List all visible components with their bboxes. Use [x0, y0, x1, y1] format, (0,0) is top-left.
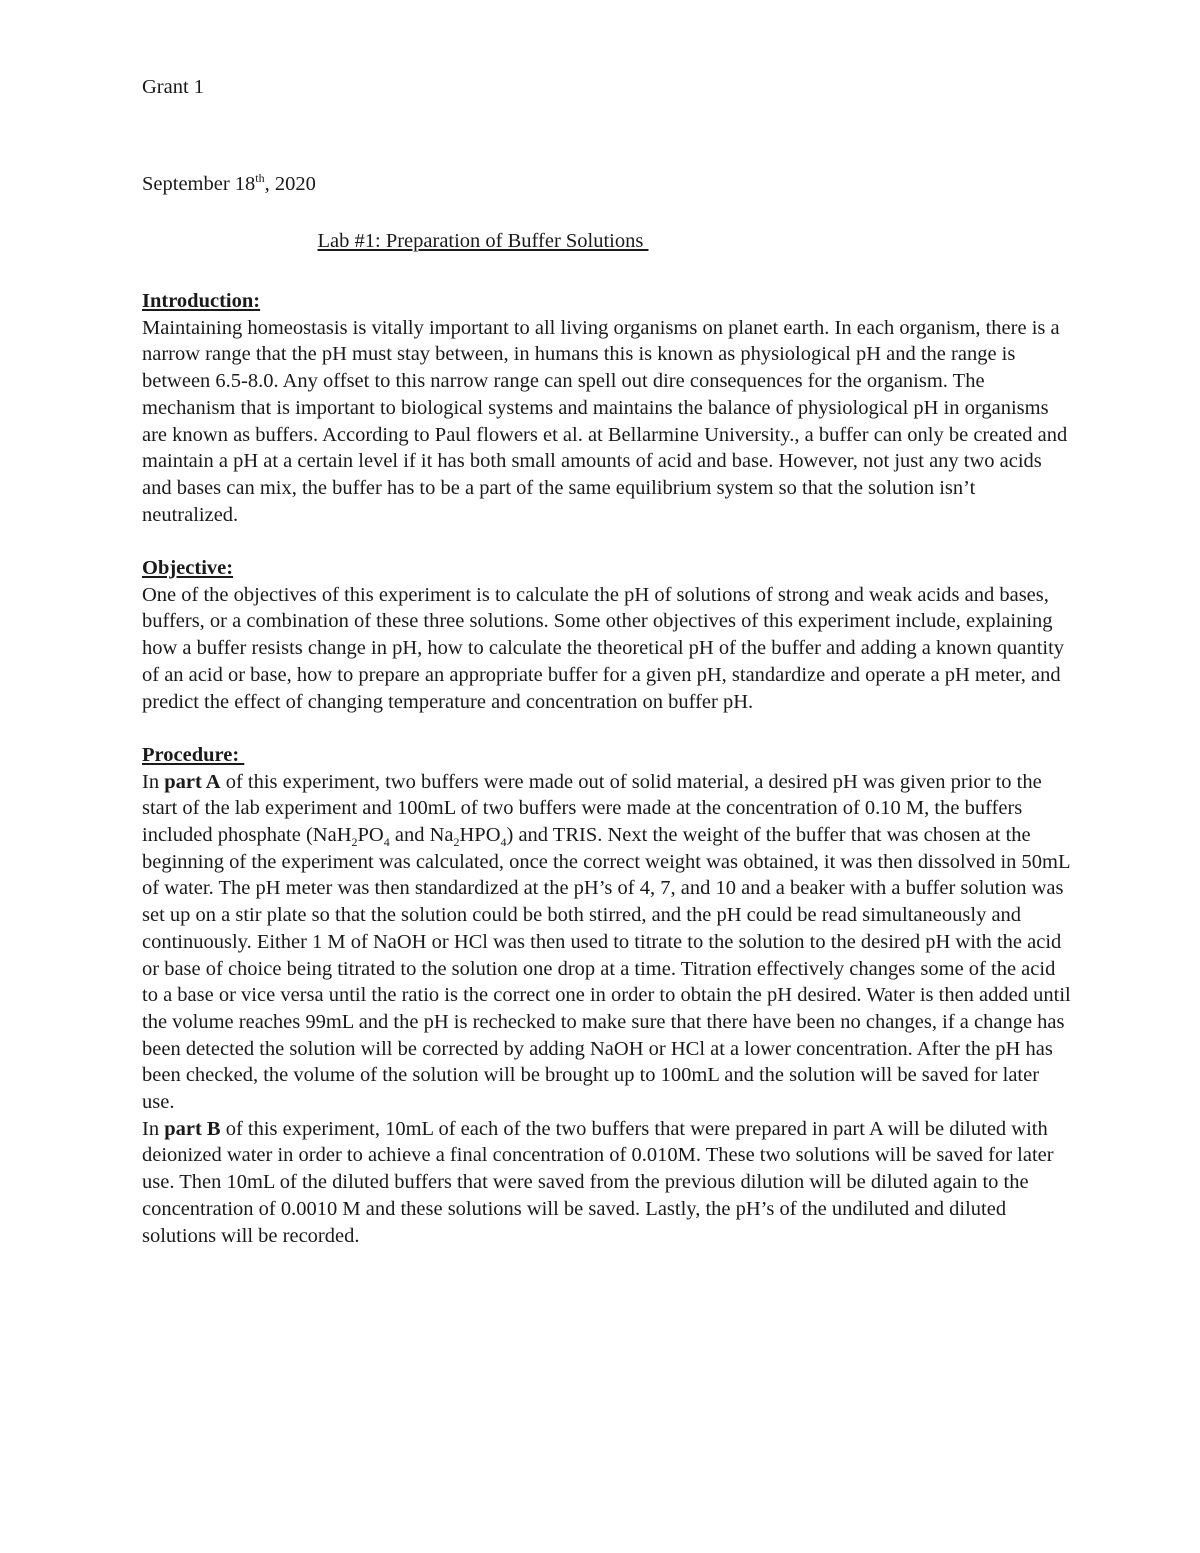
part-b-text: of this experiment, 10mL of each of the two buffers that were prepared in part A will be diluted with deionized water in order to achieve a final concentration of 0.010M. These two solutions will be saved for later use. Then 10mL of the diluted buffers that were saved from the previous dilution will be diluted again to the concentration of 0.0010 M and these solutions will be saved. Lastly, the pH’s of the undiluted and diluted solutions will be recorded. [142, 1117, 1054, 1247]
subscript: 2 [351, 835, 358, 850]
date-prefix: September 18 [142, 173, 256, 195]
running-header: Grant 1 [142, 76, 205, 98]
date-line [142, 171, 316, 197]
part-a-text-1: of this experiment, two buffers were made out of solid material, a desired pH was given prior to the start of the lab experiment and 100mL of two buffers were made at the concentration of 0.10 M, the buffers included phosphate (NaH [142, 770, 1042, 847]
part-a-text-3: and Na [389, 824, 454, 847]
part-a-text-2: PO [357, 824, 384, 847]
subscript: 4 [383, 835, 390, 850]
introduction-paragraph: Maintaining homeostasis is vitally important to all living organisms on planet earth. In each organism, there is a narrow range that the pH must stay between, in humans this is known as physiological pH and the range is between 6.5-8.0. Any offset to this narrow range can spell out dire consequences for the organism. The mechanism that is important to biological systems and maintains the balance of physiological pH in organisms are known as buffers. According to Paul flowers et al. at Bellarmine University., a buffer can only be created and maintain a pH at a certain level if it has both small amounts of acid and base. However, not just any two acids and bases can mix, the buffer has to be a part of the same equilibrium system so that the solution isn’t neutralized. [142, 316, 1068, 526]
date-ordinal-suffix: th [255, 171, 265, 186]
procedure-part-a-paragraph [142, 769, 1072, 1116]
part-a-text-4: HPO [459, 824, 501, 847]
section-spacer [142, 528, 1072, 555]
subscript: 4 [500, 835, 507, 850]
subscript: 2 [453, 835, 460, 850]
objective-heading: Objective: [142, 557, 234, 580]
part-b-label: part B [164, 1117, 221, 1140]
part-a-text-5: ) and TRIS. Next the weight of the buffer that was chosen at the beginning of the experiment was calculated, once the correct weight was obtained, it was then dissolved in 50mL of water. The pH meter was then standardized at the pH’s of 4, 7, and 10 and a beaker with a buffer solution was set up on a stir plate so that the solution could be both stirred, and the pH could be read simultaneously and continuously. Either 1 M of NaOH or HCl was then used to titrate to the solution to the desired pH with the acid or base of choice being titrated to the solution one drop at a time. Titration effectively changes some of the acid to a base or vice versa until the ratio is the correct one in order to obtain the pH desired. Water is then added until the volume reaches 99mL and the pH is rechecked to make sure that there have been no changes, if a change has been detected the solution will be corrected by adding NaOH or HCl at a lower concentration. After the pH has been checked, the volume of the solution will be brought up to 100mL and the solution will be saved for later use. [142, 824, 1071, 1114]
introduction-heading: Introduction: [142, 290, 261, 312]
part-b-lead: In [142, 1117, 165, 1140]
date-rest: , 2020 [264, 173, 316, 195]
document-body [142, 288, 1072, 1249]
part-a-lead: In [142, 770, 165, 793]
procedure-heading: Procedure: [142, 743, 245, 766]
part-a-label: part A [164, 770, 221, 793]
section-spacer [142, 715, 1072, 742]
objective-paragraph: One of the objectives of this experiment is to calculate the pH of solutions of strong and weak acids and bases, buffers, or a combination of these three solutions. Some other objectives of this experiment include, explaining how a buffer resists change in pH, how to calculate the theoretical pH of the buffer and adding a known quantity of an acid or base, how to prepare an appropriate buffer for a given pH, standardize and operate a pH meter, and predict the effect of changing temperature and concentration on buffer pH. [142, 583, 1065, 713]
procedure-part-b-paragraph [142, 1116, 1072, 1250]
document-title: Lab #1: Preparation of Buffer Solutions [317, 230, 649, 252]
